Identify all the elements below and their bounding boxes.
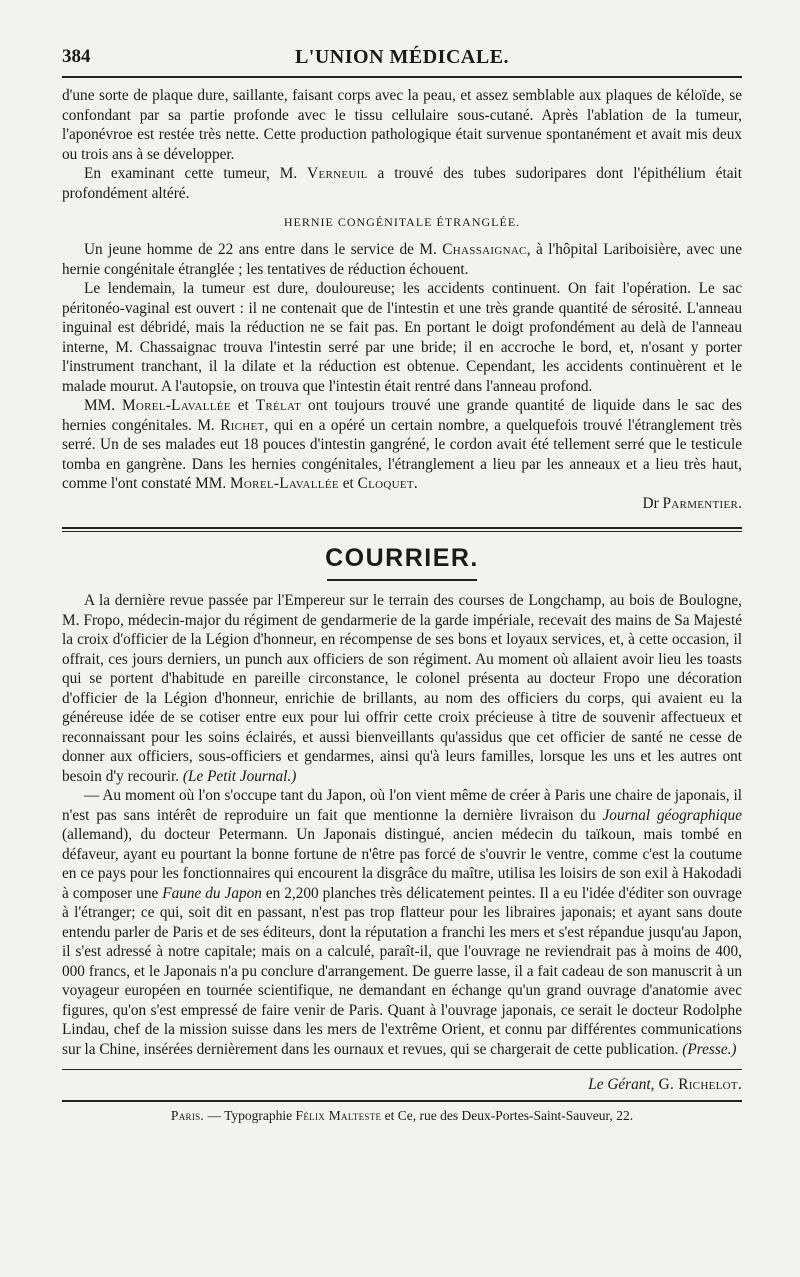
- page-number: 384: [62, 46, 91, 67]
- journal-name: Journal géographique: [602, 806, 742, 824]
- author-name: Morel-Lavallée: [230, 475, 339, 492]
- author-name: Verneuil: [307, 165, 368, 182]
- author-name: Morel-Lavallée: [121, 397, 231, 414]
- text-span: ont toujours trouvé une grande quantité de liquide dans le sac des hernies congénitales. M.: [62, 397, 742, 434]
- author-name: Richet: [220, 416, 265, 434]
- section-title: HERNIE CONGÉNITALE ÉTRANGLÉE.: [283, 215, 521, 229]
- paragraph: d'une sorte de plaque dure, saillante, faisant corps avec la peau, et assez semblable aux plaques de kéloïde, se confondant par sa partie profonde avec le tissu cellulaire sous-cutané. Après l'ablation de la tumeur, l'aponévroe est restée très nette. Cette production pathologique était survenue spontanément et avait mis deux ou trois ans à se développer.: [62, 87, 742, 163]
- text-span: (allemand), du docteur Petermann. Un Japonais distingué, ancien médecin du taïkoun, mais tombé en défaveur, ayant eu pourtant la bonne fortune de n'être pas forcé de s'ouvrir le ventre, comme c'est la coutume en ce pays pour les fonctionnaires qui encourent la disgrâce du maître, utilisa les loisirs de son exil à Hakodadi à composer une: [62, 826, 742, 902]
- gerant-label: Le Gérant,: [588, 1076, 655, 1093]
- text-span: a trouvé des tubes sudoripares dont l'épithélium était profondément altéré.: [62, 165, 742, 202]
- printer-imprint: [62, 1108, 742, 1124]
- paragraph: [62, 240, 742, 279]
- author-name: Trélat: [255, 397, 302, 414]
- text-span: et: [338, 475, 358, 492]
- courrier-title: COURRIER.: [325, 544, 479, 572]
- text-span: , à l'hôpital Lariboisière, avec une hernie congénitale étranglée ; les tentatives de réduction échouent.: [62, 241, 742, 278]
- paragraph: [62, 591, 742, 786]
- text-span: — Au moment où l'on s'occupe tant du Japon, où l'on vient même de créer à Paris une chaire de japonais, il n'est pas sans intérêt de reproduire un fait que mentionne la dernière livraison du: [62, 787, 742, 824]
- text-span: .: [738, 494, 742, 512]
- text-span: Dr: [642, 494, 663, 512]
- text-span: Un jeune homme de 22 ans entre dans le service de M.: [84, 241, 443, 258]
- source-citation: (Presse.): [682, 1040, 737, 1058]
- text-span: et: [230, 397, 256, 414]
- paragraph: [62, 396, 742, 494]
- source-citation: (Le Petit Journal.): [182, 767, 297, 785]
- article-continuation: [62, 86, 742, 203]
- text-span: — Typographie: [204, 1108, 296, 1123]
- signature-line: [62, 494, 742, 514]
- author-name: Cloquet: [357, 475, 414, 492]
- paragraph: [62, 164, 742, 203]
- imprint-printer: Félix Malteste: [295, 1108, 382, 1123]
- page-footer: [62, 1069, 742, 1124]
- footer-rule: [62, 1100, 742, 1102]
- header-rule: [62, 76, 742, 78]
- book-title: Faune du Japon: [162, 884, 262, 902]
- author-name: Chassaignac: [442, 241, 527, 258]
- gerant-line: [62, 1070, 742, 1100]
- text-span: , qui en a opéré un certain nombre, a quelquefois trouvé l'étranglement très serré. Un de ses malades eut 18 pouces d'intestin gangréné, le cordon avait été tellement serré que le testicule tomba en gangrène. Dans les hernies congénitales, l'étranglement a lieu par les anneaux et a lieu très haut, comme l'ont constaté MM.: [62, 416, 742, 492]
- paragraph: [62, 786, 742, 1059]
- signature-name: Parmentier: [662, 494, 739, 512]
- text-span: A la dernière revue passée par l'Empereur sur le terrain des courses de Longchamp, au bois de Boulogne, M. Fropo, médecin-major du régiment de gendarmerie de la garde impériale, recevait des mains de Sa Majesté la croix d'officier de la Légion d'honneur, en récompense de ses bons et loyaux services, et, à cette occasion, il offrait, ces jours derniers, un punch aux officiers de son régiment. Au moment où allaient avoir lieu les toasts qui se portent d'habitude en pareille circonstance, le colonel présenta au docteur Fropo une décoration d'officier de la Légion d'honneur, enrichie de brillants, au nom des officiers du corps, qui avaient eu la généreuse idée de se cotiser entre eux pour lui offrir cette croix précieuse à titre de souvenir affectueux et reconnaissant pour les soins éclairés, et aussi bienveillants qu'assidus que cet officier de santé ne cesse de donner aux officiers, sous-officiers et gendarmes, ainsi qu'à leurs familles, lorsque les uns et les autres ont besoin d'y recourir.: [62, 592, 742, 785]
- imprint-city: Paris.: [170, 1108, 205, 1123]
- section-divider: [62, 527, 742, 532]
- text-span: en 2,200 planches très délicatement peintes. Il a eu l'idée d'éditer son ouvrage à l'étranger; ce qui, soit dit en passant, n'est pas trop flatteur pour les libraires japonais; et ayant sans doute entendu parler de Paris et de ses éditeurs, dont la réputation a franchi les mers et s'est répandue jusqu'au Japon, il s'est adressé à notre capitale; mais on a calculé, paraît-il, que l'ouvrage ne reviendrait pas à moins de 400, 000 francs, et le Japonais n'a pu conclure d'arrangement. De guerre lasse, il a fait cadeau de son manuscrit à un voyageur européen en tournée scientifique, ne demandant en échange qu'un grand ouvrage d'anatomie avec figures, qu'on s'est empressé de faire venir de Paris. Quant à l'ouvrage japonais, ce serait le docteur Rodolphe Lindau, chef de la mission suisse dans les mers de l'extrême Orient, et connu par différentes communications sur la Chine, insérées dernièrement dans les ournaux et revues, qui se chargerait de cette publication.: [62, 884, 742, 1058]
- page-header: [62, 42, 742, 76]
- journal-title: L'UNION MÉDICALE.: [294, 46, 510, 68]
- text-span: et Ce, rue des Deux-Portes-Saint-Sauveur, 22.: [381, 1108, 634, 1123]
- text-span: MM.: [84, 397, 122, 414]
- title-underline: [327, 579, 477, 581]
- text-span: En examinant cette tumeur, M.: [84, 165, 308, 182]
- courrier-section: [62, 544, 742, 1059]
- paragraph: Le lendemain, la tumeur est dure, douloureuse; les accidents continuent. On fait l'opération. Le sac péritonéo-vaginal est ouvert : il ne contenait que de l'intestin et une très grande quantité de sérosité. L'anneau inguinal est débridé, mais la réduction ne se fait pas. En portant le doigt profondément au delà de l'anneau interne, M. Chassaignac trouva l'intestin serré par une bride; il en accroche le bord, et, n'osant y porter l'instrument tranchant, il la dilate et la réduction est obtenue. Cependant, les accidents continuèrent et le malade mourut. A l'autopsie, on trouva que l'intestin était rentré dans l'anneau profond.: [62, 280, 742, 395]
- gerant-name: G. Richelot.: [654, 1076, 742, 1093]
- hernia-section: [62, 215, 742, 513]
- text-span: .: [413, 475, 418, 492]
